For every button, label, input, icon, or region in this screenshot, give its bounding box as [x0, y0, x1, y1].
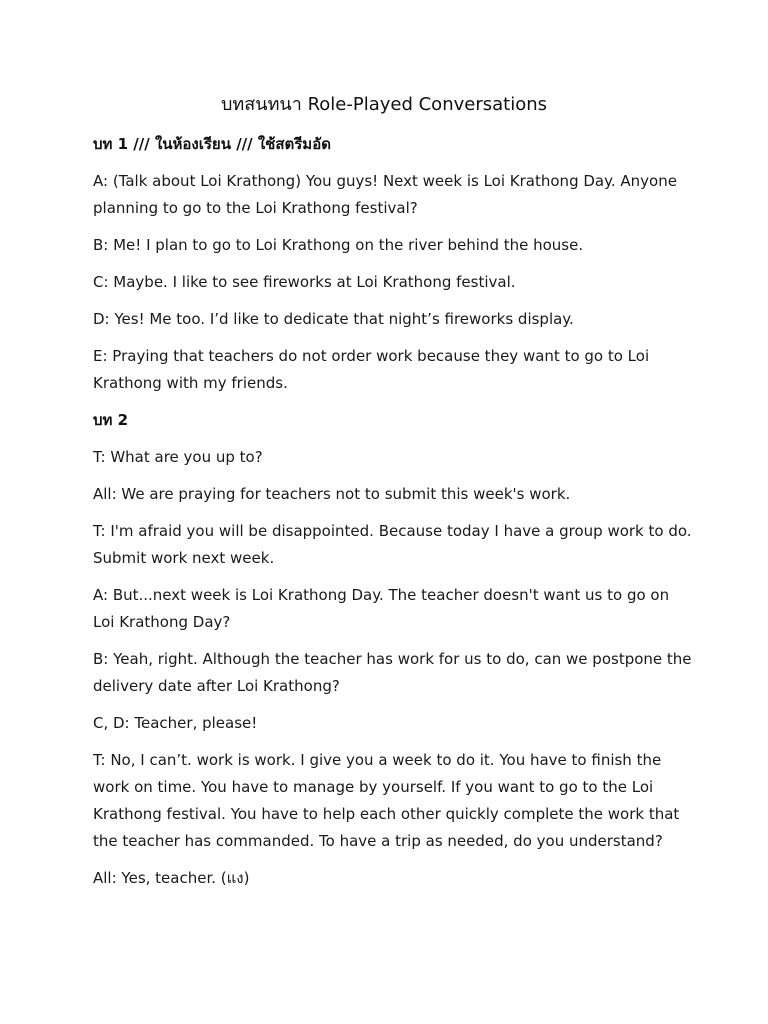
- dialogue-line: A: But...next week is Loi Krathong Day. The teacher doesn't want us to go on Loi Krathong Day?: [93, 586, 670, 631]
- scene-2-heading: บท 2: [93, 411, 129, 429]
- dialogue-line: T: What are you up to?: [93, 448, 263, 466]
- dialogue-line: All: We are praying for teachers not to submit this week's work.: [93, 485, 571, 503]
- dialogue-line: All: Yes, teacher. (แง): [93, 869, 250, 887]
- document-title: บทสนทนา Role-Played Conversations: [220, 94, 547, 115]
- dialogue-line: E: Praying that teachers do not order work because they want to go to Loi Krathong with my friends.: [93, 347, 650, 392]
- dialogue-line: C: Maybe. I like to see fireworks at Loi Krathong festival.: [93, 273, 516, 291]
- dialogue-line: T: I'm afraid you will be disappointed. Because today I have a group work to do. Submit work next week.: [93, 522, 692, 567]
- dialogue-line: T: No, I can’t. work is work. I give you a week to do it. You have to finish the work on time. You have to manage by yourself. If you want to go to the Loi Krathong festival. You have to help each other quickly complete the work that the teacher has commanded. To have a trip as needed, do you understand?: [93, 751, 680, 850]
- scene-1-heading: บท 1 /// ในห้องเรียน /// ใช้สตรีมอัด: [93, 135, 331, 153]
- dialogue-line: B: Yeah, right. Although the teacher has work for us to do, can we postpone the delivery date after Loi Krathong?: [93, 650, 692, 695]
- dialogue-line: A: (Talk about Loi Krathong) You guys! Next week is Loi Krathong Day. Anyone planning to go to the Loi Krathong festival?: [93, 172, 677, 217]
- dialogue-line: C, D: Teacher, please!: [93, 714, 258, 732]
- dialogue-line: B: Me! I plan to go to Loi Krathong on the river behind the house.: [93, 236, 584, 254]
- dialogue-line: D: Yes! Me too. I’d like to dedicate that night’s fireworks display.: [93, 310, 574, 328]
- document-body: [93, 131, 693, 902]
